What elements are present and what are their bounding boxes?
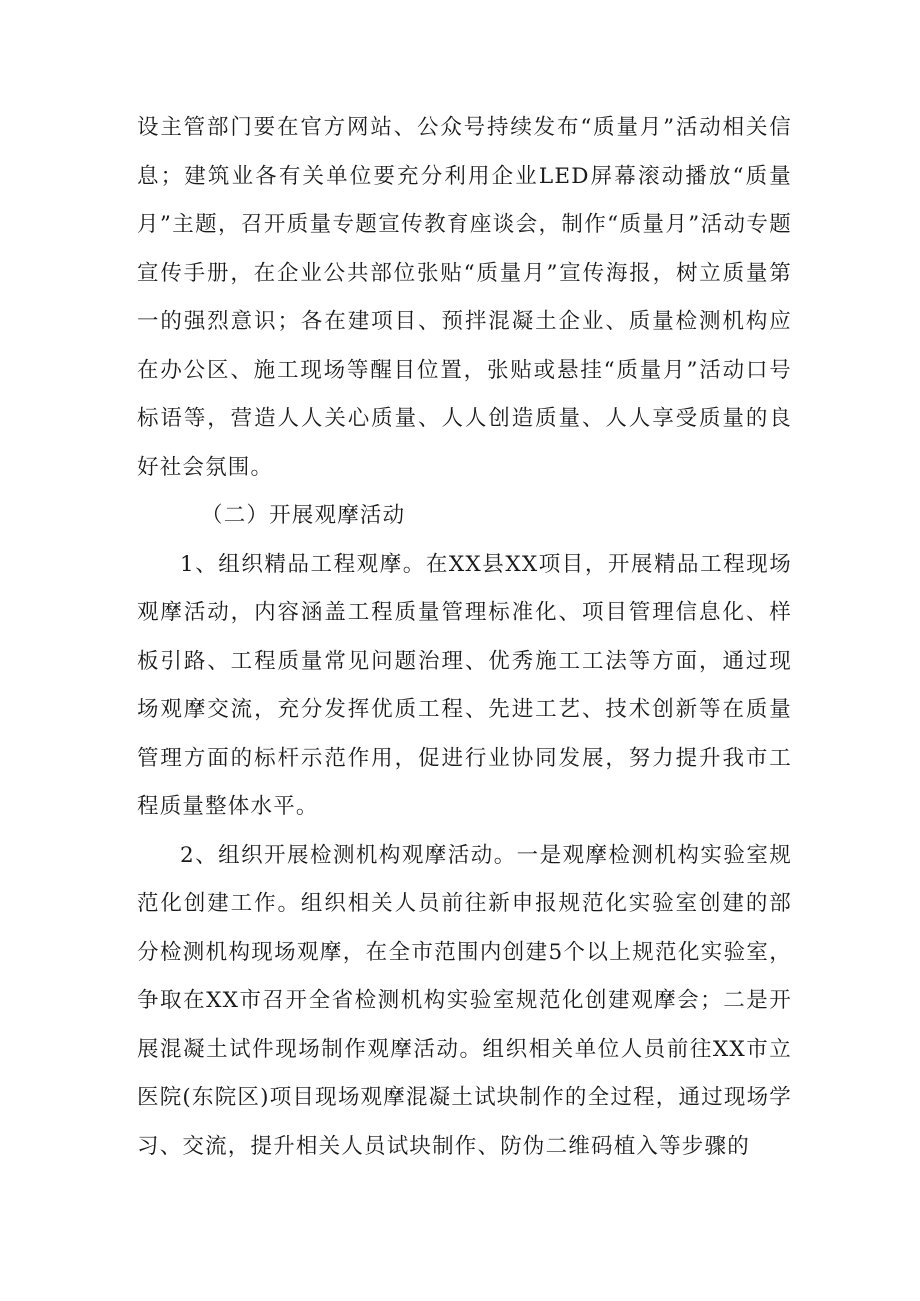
paragraph-continued: 设主管部门要在官方网站、公众号持续发布“质量月”活动相关信息；建筑业各有关单位要充分利用企业LED屏幕滚动播放“质量月”主题，召开质量专题宣传教育座谈会，制作“质量月”活动专题宣传手册，在企业公共部位张贴“质量月”宣传海报，树立质量第一的强烈意识；各在建项目、预拌混凝土企业、质量检测机构应在办公区、施工现场等醒目位置，张贴或悬挂“质量月”活动口号标语等，营造人人关心质量、人人创造质量、人人享受质量的良好社会氛围。 (137, 115, 792, 480)
list-item-1: 1、组织精品工程观摩。在XX县XX项目，开展精品工程现场观摩活动，内容涵盖工程质量管理标准化、项目管理信息化、样板引路、工程质量常见问题治理、优秀施工工法等方面，通过现场观摩交流，充分发挥优质工程、先进工艺、技术创新等在质量管理方面的标杆示范作用，促进行业协同发展，努力提升我市工程质量整体水平。 (137, 551, 792, 819)
section-heading: （二）开展观摩活动 (201, 503, 406, 528)
document-page (137, 104, 792, 1171)
list-item-2: 2、组织开展检测机构观摩活动。一是观摩检测机构实验室规范化创建工作。组织相关人员前往新申报规范化实验室创建的部分检测机构现场观摩，在全市范围内创建5个以上规范化实验室，争取在XX市召开全省检测机构实验室规范化创建观摩会；二是开展混凝土试件现场制作观摩活动。组织相关单位人员前往XX市立医院(东院区)项目现场观摩混凝土试块制作的全过程，通过现场学习、交流，提升相关人员试块制作、防伪二维码植入等步骤的 (137, 842, 792, 1159)
